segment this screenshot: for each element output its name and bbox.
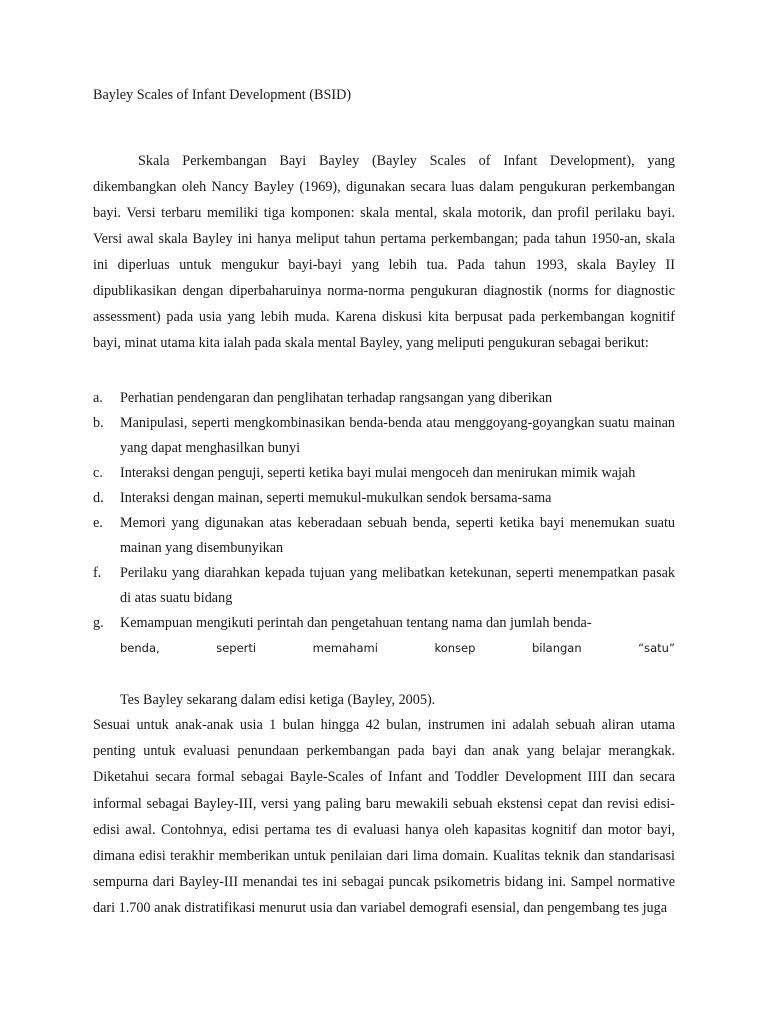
list-item	[93, 461, 675, 486]
list-marker: c.	[93, 465, 103, 481]
intro-paragraph: Skala Perkembangan Bayi Bayley (Bayley Scales of Infant Development), yang dikembangkan oleh Nancy Bayley (1969), digunakan secara luas dalam pengukuran perkembangan bayi. Versi terbaru memiliki tiga komponen: skala mental, skala motorik, dan profil perilaku bayi. Versi awal skala Bayley ini hanya meliput tahun pertama perkembangan; pada tahun 1950-an, skala ini diperluas untuk mengukur bayi-bayi yang lebih tua. Pada tahun 1993, skala Bayley II dipublikasikan dengan diperbaharuinya norma-norma pengukuran diagnostik (norms for diagnostic assessment) pada usia yang lebih muda. Karena diskusi kita berpusat pada perkembangan kognitif bayi, minat utama kita ialah pada skala mental Bayley, yang meliputi pengukuran sebagai berikut:	[93, 153, 675, 351]
list-item	[93, 386, 675, 411]
list-marker: g.	[93, 615, 104, 631]
list-item	[93, 561, 675, 611]
word: memahami	[312, 641, 378, 655]
list-item-continuation	[120, 636, 675, 661]
list-item-text: Perhatian pendengaran dan penglihatan terhadap rangsangan yang diberikan	[120, 390, 553, 406]
word: bilangan	[531, 641, 582, 655]
list-item	[93, 611, 675, 661]
list-item-text: Manipulasi, seperti mengkombinasikan benda-benda atau menggoyang-goyangkan suatu mainan yang dapat menghasilkan bunyi	[120, 415, 675, 456]
list-item	[93, 511, 675, 561]
list-item-text: Memori yang digunakan atas keberadaan sebuah benda, seperti ketika bayi menemukan suatu mainan yang disembunyikan	[120, 515, 675, 556]
word: seperti	[216, 641, 257, 655]
list-marker: b.	[93, 415, 104, 431]
list-item-text: Perilaku yang diarahkan kepada tujuan yang melibatkan ketekunan, seperti menempatkan pasak di atas suatu bidang	[120, 565, 675, 606]
list-marker: f.	[93, 565, 102, 581]
list-marker: d.	[93, 490, 104, 506]
list-item-text: Kemampuan mengikuti perintah dan pengetahuan tentang nama dan jumlah benda-	[120, 615, 592, 631]
word: “satu”	[638, 641, 675, 655]
list-item	[93, 486, 675, 511]
list-item	[93, 411, 675, 461]
body-paragraph: Sesuai untuk anak-anak usia 1 bulan hingga 42 bulan, instrumen ini adalah sebuah aliran utama penting untuk evaluasi penundaan perkembangan pada bayi dan anak yang belajar merangkak. Diketahui secara formal sebagai Bayle-Scales of Infant and Toddler Development IIII dan secara informal sebagai Bayley-III, versi yang paling baru mewakili sebuah ekstensi cepat dan revisi edisi-edisi awal. Contohnya, edisi pertama tes di evaluasi hanya oleh kapasitas kognitif dan motor bayi, dimana edisi terakhir memberikan untuk penilaian dari lima domain. Kualitas teknik dan standarisasi sempurna dari Bayley-III menandai tes ini sebagai puncak psikometris bidang ini. Sampel normative dari 1.700 anak distratifikasi menurut usia dan variabel demografi esensial, dan pengembang tes juga	[93, 717, 675, 917]
list-marker: a.	[93, 390, 103, 406]
edition-note: Tes Bayley sekarang dalam edisi ketiga (Bayley, 2005).	[120, 692, 436, 708]
measurement-list	[93, 386, 675, 661]
word: konsep	[434, 641, 476, 655]
page-title: Bayley Scales of Infant Development (BSID)	[93, 87, 352, 103]
list-item-text: Interaksi dengan penguji, seperti ketika bayi mulai mengoceh dan menirukan mimik wajah	[120, 465, 636, 481]
list-item-text: Interaksi dengan mainan, seperti memukul-mukulkan sendok bersama-sama	[120, 490, 552, 506]
word: benda,	[120, 641, 160, 655]
list-marker: e.	[93, 515, 103, 531]
